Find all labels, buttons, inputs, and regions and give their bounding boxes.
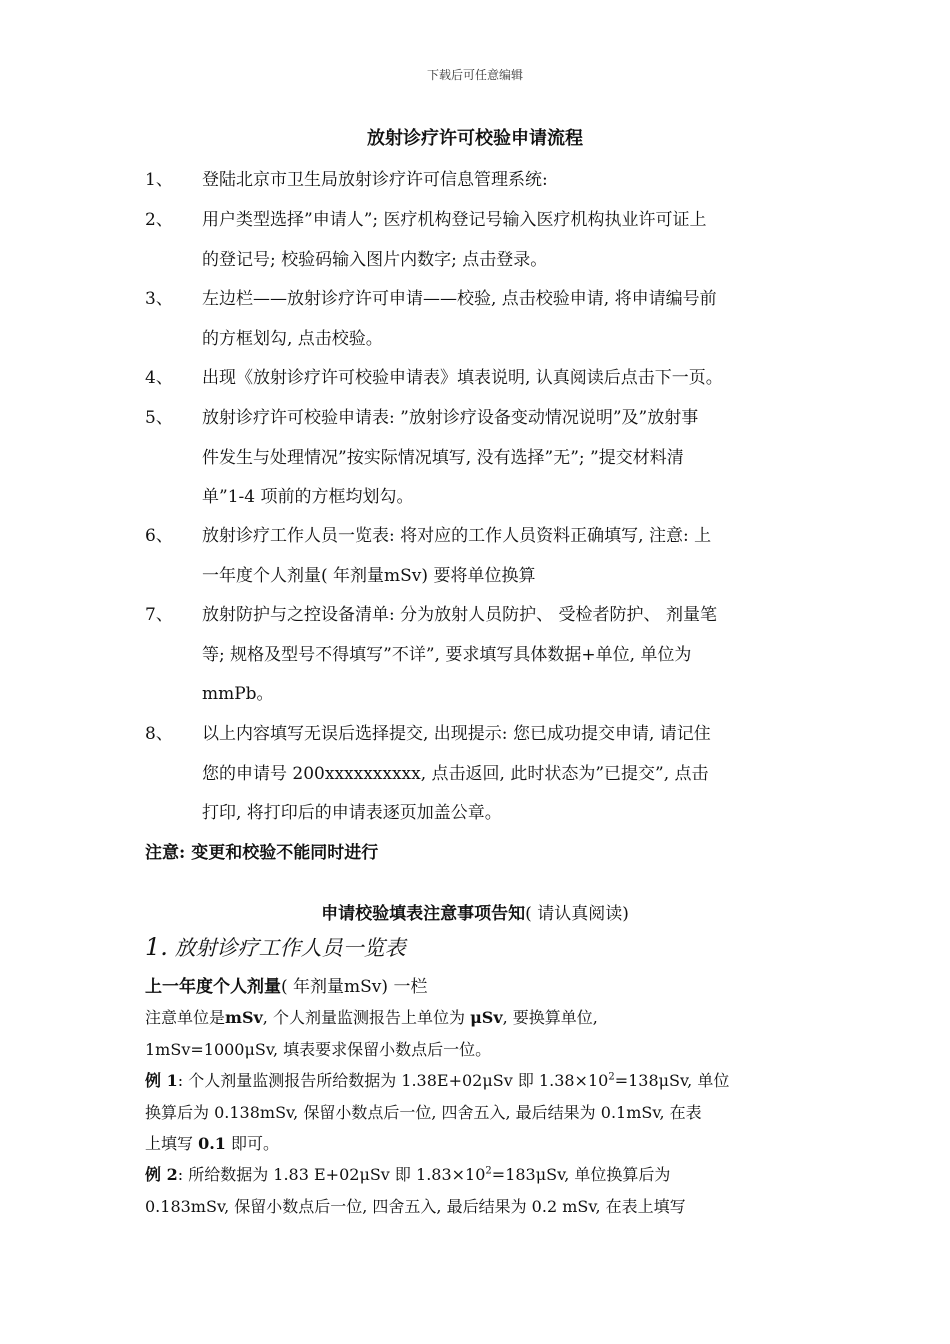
- step-text-line: 放射诊疗工作人员一览表: 将对应的工作人员资料正确填写, 注意: 上: [202, 526, 712, 546]
- example1-label: 例 1: [145, 1071, 178, 1090]
- field-heading-bold: 上一年度个人剂量: [145, 977, 281, 997]
- unit-note-b: mSv: [225, 1008, 263, 1027]
- page-header: 下载后可任意编辑: [426, 68, 523, 82]
- example2-text-a: : 所给数据为 1.83 E+02μSv 即 1.83×10: [177, 1165, 486, 1184]
- example2-line2: 0.183mSv, 保留小数点后一位, 四舍五入, 最后结果为 0.2 mSv, 在表上填写: [145, 1197, 686, 1216]
- step-text-line: 的登记号; 校验码输入图片内数字; 点击登录。: [202, 249, 548, 270]
- step-number: 3、: [145, 289, 173, 309]
- example1-l3c: 即可。: [225, 1134, 280, 1153]
- example1-l3a: 上填写: [145, 1134, 199, 1153]
- unit-note-e: , 要换算单位,: [502, 1008, 598, 1027]
- unit-note-line1: [145, 1005, 598, 1028]
- example1-line2: 换算后为 0.138mSv, 保留小数点后一位, 四舍五入, 最后结果为 0.1mSv, 在表: [145, 1103, 702, 1122]
- step-text-line: 等; 规格及型号不得填写”不详”, 要求填写具体数据+单位, 单位为: [202, 644, 692, 665]
- field-heading-rest: ( 年剂量mSv) 一栏: [281, 977, 428, 997]
- step-number: 5、: [145, 408, 173, 428]
- section-title-rest: ( 请认真阅读): [525, 904, 629, 924]
- step-text-line: 的方框划勾, 点击校验。: [202, 328, 383, 349]
- field-heading: [145, 972, 427, 997]
- step-text-line: 放射诊疗许可校验申请表: ”放射诊疗设备变动情况说明”及”放射事: [202, 408, 699, 428]
- step-text-line: 以上内容填写无误后选择提交, 出现提示: 您已成功提交申请, 请记住: [202, 724, 711, 744]
- example2-sup: 2: [485, 1165, 492, 1177]
- example2-label: 例 2: [145, 1165, 178, 1184]
- example1-l3b: 0.1: [198, 1134, 226, 1153]
- example1-line3: [145, 1131, 279, 1154]
- step-text-line: 出现《放射诊疗许可校验申请表》填表说明, 认真阅读后点击下一页。: [202, 368, 723, 388]
- step-text-line: 一年度个人剂量( 年剂量mSv) 要将单位换算: [202, 565, 536, 586]
- step-text-line: 放射防护与之控设备清单: 分为放射人员防护、 受检者防护、 剂量笔: [202, 605, 717, 625]
- unit-note-a: 注意单位是: [145, 1008, 226, 1027]
- step-number: 8、: [145, 724, 173, 744]
- step-text-line: 单”1-4 项前的方框均划勾。: [202, 487, 414, 507]
- subsection-text: 放射诊疗工作人员一览表: [167, 936, 406, 960]
- step-number: 2、: [145, 210, 173, 230]
- example1-text-a: : 个人剂量监测报告所给数据为 1.38E+02μSv 即 1.38×10: [177, 1071, 609, 1090]
- step-text-line: 左边栏——放射诊疗许可申请——校验, 点击校验申请, 将申请编号前: [202, 289, 717, 309]
- example1-line1: [145, 1068, 729, 1091]
- example2-text-b: =183μSv, 单位换算后为: [491, 1165, 671, 1184]
- subsection-number: 1.: [145, 933, 168, 961]
- step-number: 4、: [145, 368, 173, 388]
- section-title-bold: 申请校验填表注意事项告知: [321, 904, 526, 924]
- subsection-heading: [145, 932, 406, 962]
- document-title: 放射诊疗许可校验申请流程: [367, 128, 583, 149]
- step-text-line: 打印, 将打印后的申请表逐页加盖公章。: [202, 803, 502, 823]
- unit-note-d: μSv: [470, 1008, 503, 1027]
- step-text-line: 您的申请号 200xxxxxxxxxx, 点击返回, 此时状态为”已提交”, 点击: [202, 763, 709, 784]
- step-number: 7、: [145, 605, 173, 625]
- step-number: 6、: [145, 526, 173, 546]
- example1-text-b: =138μSv, 单位: [614, 1071, 730, 1090]
- section-title: [0, 899, 950, 924]
- step-text-line: 登陆北京市卫生局放射诊疗许可信息管理系统:: [202, 170, 548, 190]
- step-text-line: 件发生与处理情况”按实际情况填写, 没有选择”无”; ”提交材料清: [202, 447, 684, 468]
- step-number: 1、: [145, 170, 173, 190]
- unit-note-line2: 1mSv=1000μSv, 填表要求保留小数点后一位。: [145, 1040, 492, 1059]
- note-line: 注意: 变更和校验不能同时进行: [145, 843, 379, 863]
- example1-sup: 2: [608, 1071, 615, 1083]
- example2-line1: [145, 1162, 670, 1185]
- unit-note-c: , 个人剂量监测报告上单位为: [262, 1008, 471, 1027]
- step-text-line: 用户类型选择”申请人”; 医疗机构登记号输入医疗机构执业许可证上: [202, 210, 707, 230]
- step-text-line: mmPb。: [202, 684, 274, 704]
